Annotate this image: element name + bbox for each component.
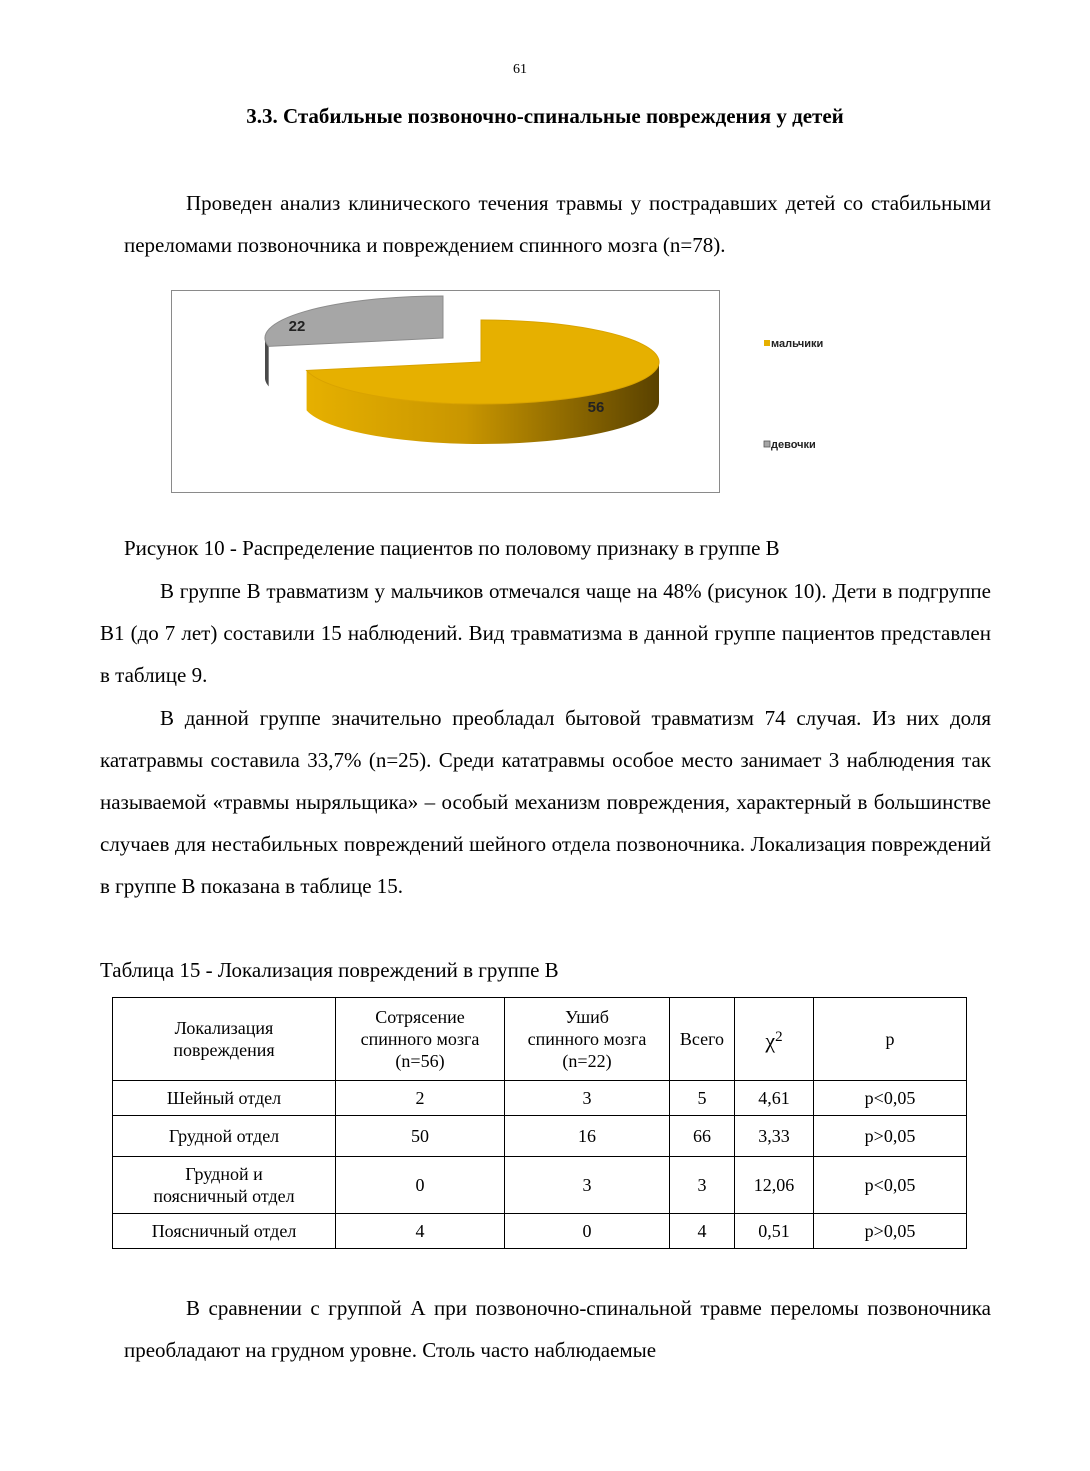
paragraph-trauma-type: В данной группе значительно преобладал бытовой травматизм 74 случая. Из них доля кататравмы составила 33,7% (n=25). Среди кататравмы особое место занимает 3 наблюдения так называемой «травмы ныряльщика» – особый механизм повреждения, характерный в большинстве случаев для нестабильных повреждений шейного отдела позвоночника. Локализация повреждений в группе В показана в таблице 15. bbox=[100, 706, 991, 898]
table-row bbox=[113, 1214, 967, 1249]
cell-concussion: 0 bbox=[336, 1157, 505, 1214]
cell-chi2: 12,06 bbox=[735, 1157, 814, 1214]
cell-concussion: 50 bbox=[336, 1116, 505, 1157]
cell-location-line: Грудной и bbox=[185, 1164, 263, 1184]
cell-total: 5 bbox=[670, 1081, 735, 1116]
paragraph-intro: Проведен анализ клинического течения травмы у пострадавших детей со стабильными переломами позвоночника и повреждением спинного мозга (n=78). bbox=[124, 191, 991, 257]
cell-total: 3 bbox=[670, 1157, 735, 1214]
cell-contusion: 3 bbox=[505, 1081, 670, 1116]
table-caption: Таблица 15 - Локализация повреждений в группе В bbox=[100, 958, 559, 982]
paragraph-comparison: В сравнении с группой А при позвоночно-спинальной травме переломы позвоночника преобладают на грудном уровне. Столь часто наблюдаемые bbox=[124, 1296, 991, 1362]
header-p: p bbox=[814, 998, 967, 1081]
legend-entry bbox=[764, 439, 816, 451]
header-chi-square bbox=[735, 998, 814, 1081]
cell-location bbox=[113, 1157, 336, 1214]
chi-superscript: 2 bbox=[775, 1028, 783, 1045]
cell-p: p<0,05 bbox=[814, 1157, 967, 1214]
pie-data-label: 22 bbox=[288, 318, 306, 335]
table-row bbox=[113, 1081, 967, 1116]
legend-label: девочки bbox=[771, 439, 816, 451]
header-concussion-line: спинного мозга bbox=[360, 1029, 480, 1049]
header-concussion-line: Сотрясение bbox=[375, 1007, 465, 1027]
pie-chart bbox=[171, 290, 824, 493]
cell-p: p>0,05 bbox=[814, 1116, 967, 1157]
figure-caption: Рисунок 10 - Распределение пациентов по половому признаку в группе В bbox=[124, 536, 780, 560]
cell-concussion: 4 bbox=[336, 1214, 505, 1249]
cell-location-line: поясничный отдел bbox=[153, 1186, 295, 1206]
cell-p: p>0,05 bbox=[814, 1214, 967, 1249]
header-contusion-line: Ушиб bbox=[565, 1007, 609, 1027]
pie-data-label: 56 bbox=[587, 399, 605, 416]
table-row bbox=[113, 1157, 967, 1214]
header-concussion bbox=[336, 998, 505, 1081]
cell-chi2: 0,51 bbox=[735, 1214, 814, 1249]
cell-concussion: 2 bbox=[336, 1081, 505, 1116]
cell-chi2: 3,33 bbox=[735, 1116, 814, 1157]
legend-swatch bbox=[764, 340, 770, 346]
header-total: Всего bbox=[670, 998, 735, 1081]
cell-contusion: 3 bbox=[505, 1157, 670, 1214]
page-number: 61 bbox=[513, 62, 527, 77]
header-location bbox=[113, 998, 336, 1081]
cell-location: Поясничный отдел bbox=[113, 1214, 336, 1249]
legend-entry bbox=[764, 338, 823, 350]
cell-total: 4 bbox=[670, 1214, 735, 1249]
section-title: 3.3. Стабильные позвоночно-спинальные повреждения у детей bbox=[246, 104, 844, 128]
cell-p: p<0,05 bbox=[814, 1081, 967, 1116]
localization-table bbox=[112, 997, 967, 1249]
header-location-line: Локализация bbox=[174, 1018, 274, 1038]
header-location-line: повреждения bbox=[173, 1040, 275, 1060]
chi-symbol: χ bbox=[765, 1027, 776, 1053]
legend-swatch bbox=[764, 441, 770, 447]
table-header-row bbox=[113, 998, 967, 1081]
table-row bbox=[113, 1116, 967, 1157]
cell-location: Шейный отдел bbox=[113, 1081, 336, 1116]
header-concussion-line: (n=56) bbox=[395, 1051, 445, 1071]
cell-total: 66 bbox=[670, 1116, 735, 1157]
header-contusion bbox=[505, 998, 670, 1081]
header-contusion-line: (n=22) bbox=[562, 1051, 612, 1071]
paragraph-group-b: В группе В травматизм у мальчиков отмечался чаще на 48% (рисунок 10). Дети в подгруппе В1 (до 7 лет) составили 15 наблюдений. Вид травматизма в данной группе пациентов представлен в таблице 9. bbox=[100, 579, 991, 687]
header-contusion-line: спинного мозга bbox=[527, 1029, 647, 1049]
cell-contusion: 0 bbox=[505, 1214, 670, 1249]
legend-label: мальчики bbox=[771, 338, 824, 350]
cell-contusion: 16 bbox=[505, 1116, 670, 1157]
cell-chi2: 4,61 bbox=[735, 1081, 814, 1116]
cell-location: Грудной отдел bbox=[113, 1116, 336, 1157]
